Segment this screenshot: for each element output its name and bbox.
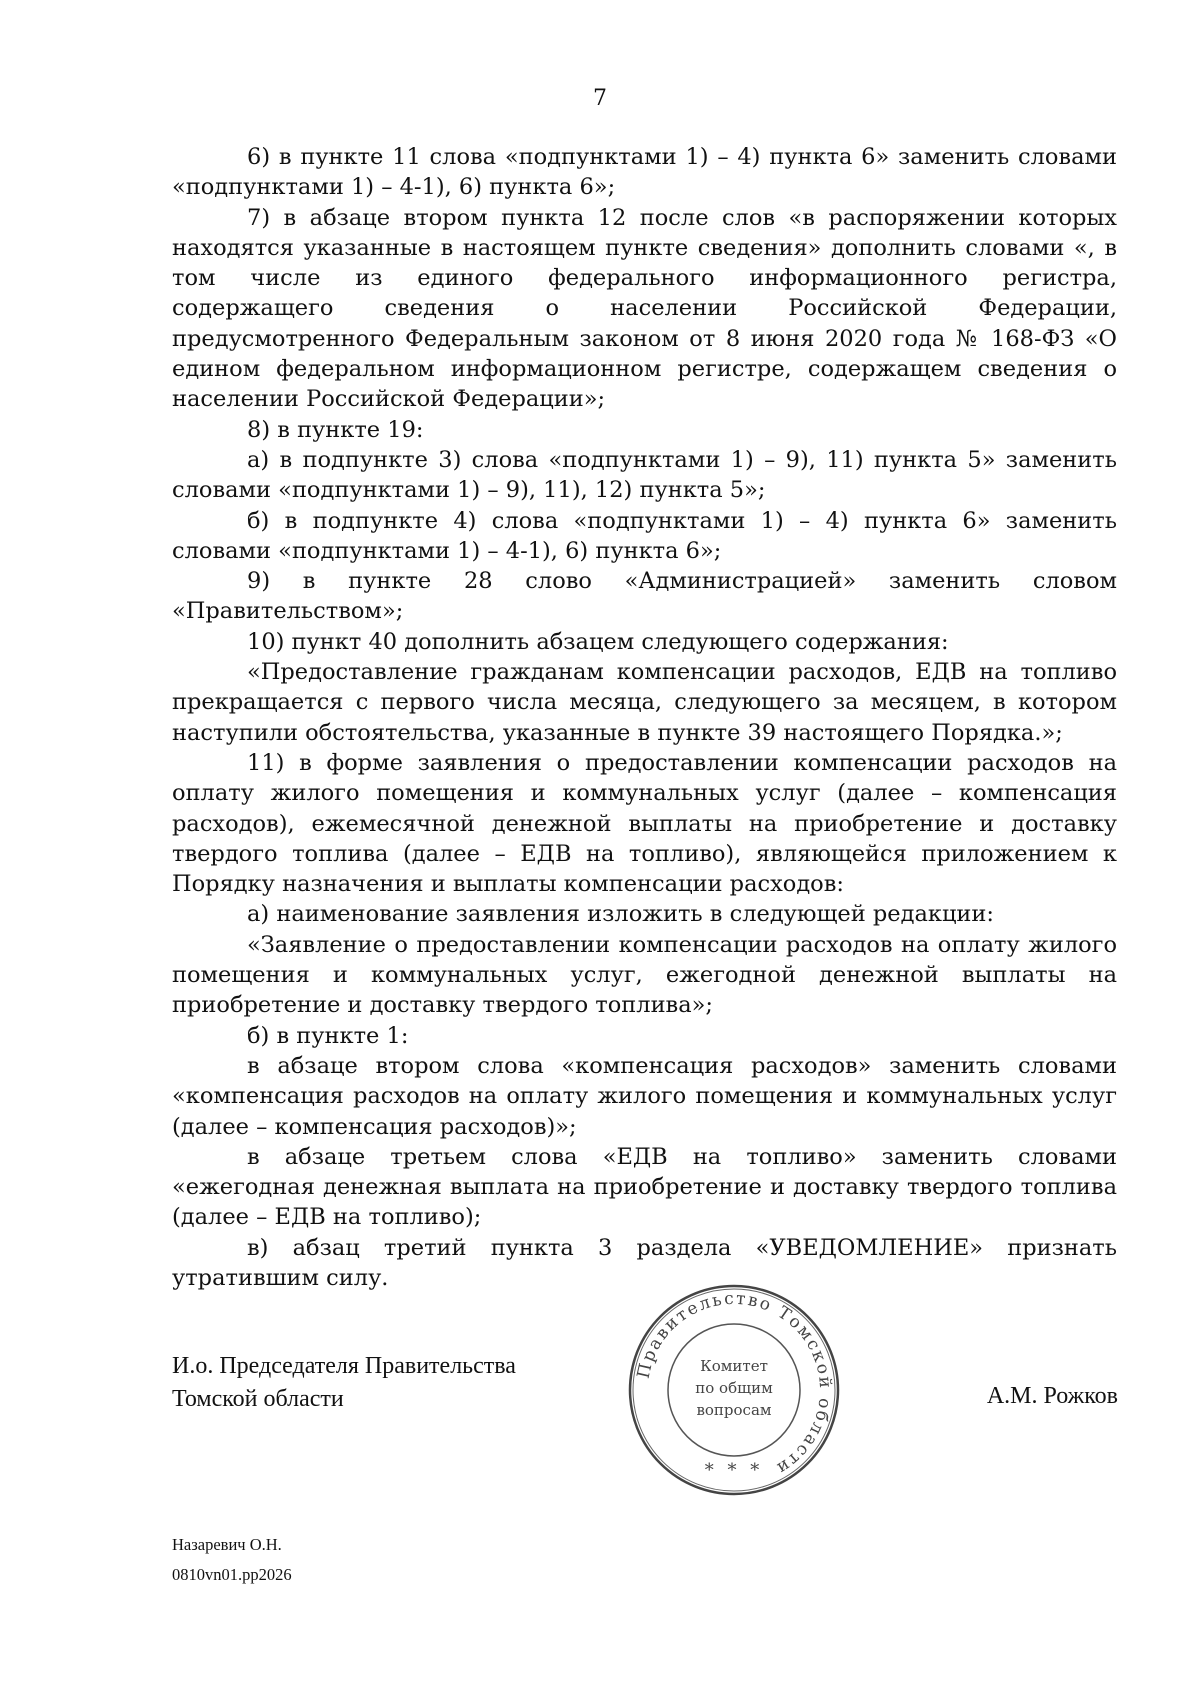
paragraph-11b: б) в пункте 1: bbox=[247, 1022, 409, 1049]
paragraph-9: 9) в пункте 28 слово «Администрацией» заменить словом «Правительством»; bbox=[172, 568, 1117, 625]
paragraph-10-quote: «Предоставление гражданам компенсации расходов, ЕДВ на топливо прекращается с первого числа месяца, следующего за месяцем, в котором наступили обстоятельства, указанные в пункте 39 настоящего Порядка.»; bbox=[172, 659, 1117, 746]
paragraph-8b: б) в подпункте 4) слова «подпунктами 1) – 4) пункта 6» заменить словами «подпунктами 1) – 4-1), 6) пункта 6»; bbox=[172, 507, 1117, 564]
seal-center-line3: вопросам bbox=[696, 1401, 772, 1419]
official-seal-stamp bbox=[624, 1280, 844, 1500]
paragraph-11a: а) наименование заявления изложить в следующей редакции: bbox=[247, 901, 994, 928]
seal-center-line2: по общим bbox=[695, 1379, 773, 1397]
document-body bbox=[172, 142, 1117, 1293]
paragraph-10: 10) пункт 40 дополнить абзацем следующего содержания: bbox=[247, 628, 949, 655]
paragraph-8: 8) в пункте 19: bbox=[247, 416, 424, 443]
paragraph-11c: в) абзац третий пункта 3 раздела «УВЕДОМЛЕНИЕ» признать утратившим силу. bbox=[172, 1234, 1117, 1291]
paragraph-11b-second: в абзаце втором слова «компенсация расходов» заменить словами «компенсация расходов на оплату жилого помещения и коммунальных услуг (далее – компенсация расходов)»; bbox=[172, 1052, 1117, 1140]
page-number: 7 bbox=[593, 86, 607, 111]
document-footer bbox=[172, 1530, 292, 1590]
executor-name: Назаревич О.Н. bbox=[172, 1535, 282, 1554]
paragraph-11b-third: в абзаце третьем слова «ЕДВ на топливо» заменить словами «ежегодная денежная выплата на приобретение и доставку твердого топлива (далее – ЕДВ на топливо); bbox=[172, 1143, 1117, 1231]
seal-ring-text: Правительство Томской области bbox=[633, 1288, 836, 1480]
signer-name: А.М. Рожков bbox=[986, 1383, 1118, 1409]
paragraph-11a-quote: «Заявление о предоставлении компенсации расходов на оплату жилого помещения и коммунальных услуг, ежегодной денежной выплаты на приобретение и доставку твердого топлива»; bbox=[172, 931, 1117, 1019]
paragraph-7: 7) в абзаце втором пункта 12 после слов «в распоряжении которых находятся указанные в настоящем пункте сведения» дополнить словами «, в том числе из единого федерального информационного регистра, содержащего сведения о населении Российской Федерации, предусмотренного Федеральным законом от 8 июня 2020 года № 168-ФЗ «О едином федеральном информационном регистре, содержащем сведения о населении Российской Федерации»; bbox=[172, 204, 1117, 413]
seal-center-line1: Комитет bbox=[700, 1357, 768, 1375]
signer-title-line2: Томской области bbox=[172, 1386, 344, 1412]
paragraph-6: 6) в пункте 11 слова «подпунктами 1) – 4) пункта 6» заменить словами «подпунктами 1) – 4-1), 6) пункта 6»; bbox=[172, 144, 1117, 201]
document-code: 0810vn01.pp2026 bbox=[172, 1565, 292, 1584]
signer-title bbox=[172, 1350, 516, 1416]
paragraph-8a: а) в подпункте 3) слова «подпунктами 1) – 9), 11) пункта 5» заменить словами «подпунктами 1) – 9), 11), 12) пункта 5»; bbox=[172, 446, 1117, 504]
seal-stars: * * * bbox=[704, 1460, 764, 1481]
signer-title-line1: И.о. Председателя Правительства bbox=[172, 1353, 516, 1379]
paragraph-11: 11) в форме заявления о предоставлении компенсации расходов на оплату жилого помещения и коммунальных услуг (далее – компенсация расходов), ежемесячной денежной выплаты на приобретение и доставку твердого топлива (далее – ЕДВ на топливо), являющейся приложением к Порядку назначения и выплаты компенсации расходов: bbox=[172, 749, 1117, 898]
